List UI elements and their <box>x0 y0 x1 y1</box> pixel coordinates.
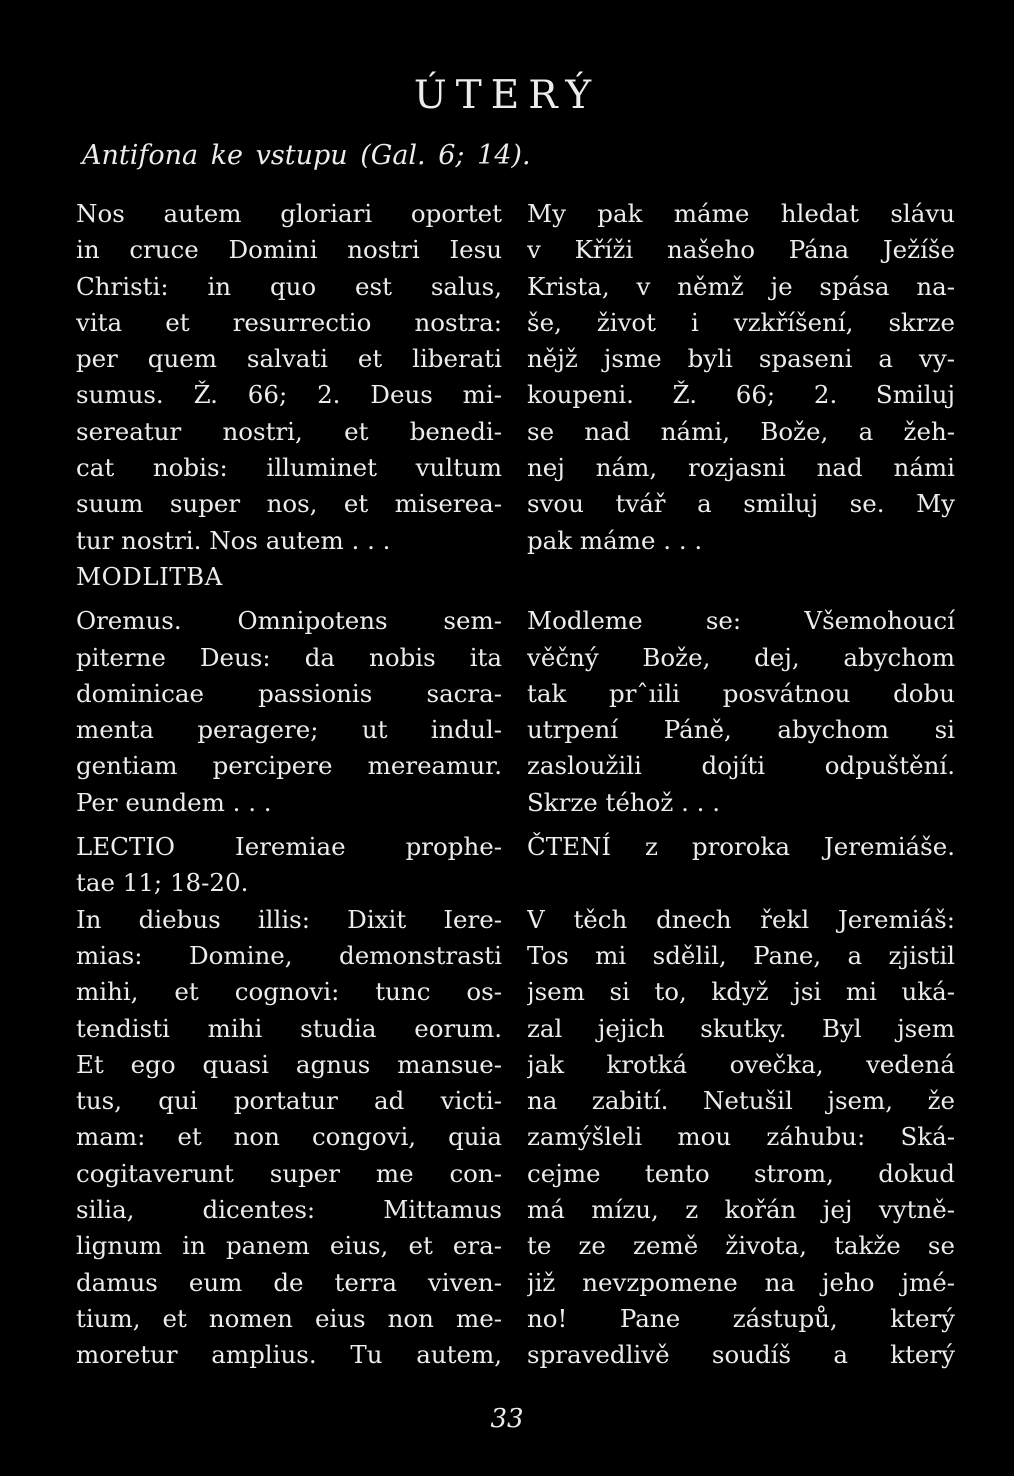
czech-text-line: jak krotká ovečka, vedená <box>527 1049 955 1079</box>
czech-text-line: věčný Bože, dej, abychom <box>527 642 955 672</box>
czech-text-line: Krista, v němž je spása na- <box>527 271 955 301</box>
latin-text-line: tium, et nomen eius non me- <box>76 1303 502 1333</box>
latin-column <box>76 196 502 1374</box>
czech-text-line: již nevzpomene na jeho jmé- <box>527 1267 955 1297</box>
czech-text-line: se nad námi, Bože, a žeh- <box>527 416 955 446</box>
latin-text-line: In diebus illis: Dixit Iere- <box>76 904 502 934</box>
czech-text-line: zal jejich skutky. Byl jsem <box>527 1013 955 1043</box>
latin-text-line: silia, dicentes: Mittamus <box>76 1195 502 1225</box>
czech-text-line: nej nám, rozjasni nad námi <box>527 453 955 483</box>
latin-text-line: cat nobis: illuminet vultum <box>76 453 502 483</box>
latin-text-line: dominicae passionis sacra- <box>76 678 502 708</box>
czech-text-line: má mízu, z kořán jej vytně- <box>527 1195 955 1225</box>
czech-text-line: še, život i vzkříšení, skrze <box>527 307 955 337</box>
czech-text-line: jsem si to, když jsi mi uká- <box>527 977 955 1007</box>
latin-text-line: mam: et non congovi, quia <box>76 1122 502 1152</box>
czech-text-line: My pak máme hledat slávu <box>527 199 955 228</box>
czech-text-line: no! Pane zástupů, který <box>527 1303 955 1333</box>
latin-text-line: Nos autem gloriari oportet <box>76 199 502 228</box>
latin-text-line: Christi: in quo est salus, <box>76 271 502 301</box>
czech-spacer <box>527 821 955 829</box>
czech-text-line: te ze země života, takže se <box>527 1231 955 1261</box>
latin-text-line: tae 11; 18-20. <box>76 868 249 898</box>
latin-spacer <box>76 595 502 603</box>
czech-text-line: utrpení Páně, abychom si <box>527 715 955 745</box>
latin-text-line: sumus. Ž. 66; 2. Deus mi- <box>76 380 502 410</box>
czech-text-line: svou tvář a smiluj se. My <box>527 489 955 519</box>
czech-text-line: na zabití. Netušil jsem, že <box>527 1086 955 1116</box>
czech-spacer <box>527 595 955 603</box>
latin-text-line: Oremus. Omnipotens sem- <box>76 606 502 636</box>
page-number: 33 <box>490 1404 524 1434</box>
latin-text-line: suum super nos, et miserea- <box>76 489 502 519</box>
latin-text-line: LECTIO Ieremiae prophe- <box>76 832 502 862</box>
latin-text-line: menta peragere; ut indul- <box>76 715 502 745</box>
latin-text-line: Et ego quasi agnus mansue- <box>76 1049 502 1079</box>
latin-text-line: vita et resurrectio nostra: <box>76 307 502 337</box>
czech-text-line: v Kříži našeho Pána Ježíše <box>527 235 955 265</box>
czech-text-line: zamýšleli mou záhubu: Ská- <box>527 1122 955 1152</box>
latin-text-line: per quem salvati et liberati <box>76 344 502 374</box>
latin-text-line: damus eum de terra viven- <box>76 1267 502 1297</box>
czech-text-line: cejme tento strom, dokud <box>527 1158 955 1188</box>
czech-text-line: zasloužili dojíti odpuštění. <box>527 751 955 781</box>
antiphon-heading: Antifona ke vstupu (Gal. 6; 14). <box>82 140 531 171</box>
latin-text-line: mihi, et cognovi: tunc os- <box>76 977 502 1007</box>
czech-column <box>527 196 955 1374</box>
latin-section-label: MODLITBA <box>76 561 223 591</box>
czech-text-line: koupeni. Ž. 66; 2. Smiluj <box>527 380 955 410</box>
czech-text-line <box>527 865 955 901</box>
czech-text-line: spravedlivě soudíš a který <box>527 1340 955 1370</box>
latin-text-line: cogitaverunt super me con- <box>76 1158 502 1188</box>
czech-text-line <box>527 559 955 595</box>
latin-text-line: in cruce Domini nostri Iesu <box>76 235 502 265</box>
latin-text-line: sereatur nostri, et benedi- <box>76 416 502 446</box>
czech-text-line: ČTENÍ z proroka Jeremiáše. <box>527 832 955 862</box>
latin-text-line: tendisti mihi studia eorum. <box>76 1013 502 1043</box>
czech-text-line: Modleme se: Všemohoucí <box>527 606 955 636</box>
latin-text-line: lignum in panem eius, et era- <box>76 1231 502 1261</box>
latin-text-line: mias: Domine, demonstrasti <box>76 940 502 970</box>
latin-text-line: tur nostri. Nos autem . . . <box>76 525 391 555</box>
czech-text-line: pak máme . . . <box>527 525 703 555</box>
latin-text-line: piterne Deus: da nobis ita <box>76 642 502 672</box>
czech-text-line: Skrze téhož . . . <box>527 787 721 817</box>
czech-text-line: Tos mi sdělil, Pane, a zjistil <box>527 940 955 970</box>
latin-text-line: tus, qui portatur ad victi- <box>76 1086 502 1116</box>
czech-text-line: tak prˆıili posvátnou dobu <box>527 678 955 708</box>
czech-text-line: V těch dnech řekl Jeremiáš: <box>527 904 955 934</box>
czech-text-line: nějž jsme byli spaseni a vy- <box>527 344 955 374</box>
page-heading: ÚTERÝ <box>413 73 601 118</box>
latin-text-line: moretur amplius. Tu autem, <box>76 1340 502 1370</box>
latin-spacer <box>76 821 502 829</box>
latin-text-line: gentiam percipere mereamur. <box>76 751 502 781</box>
latin-text-line: Per eundem . . . <box>76 787 272 817</box>
